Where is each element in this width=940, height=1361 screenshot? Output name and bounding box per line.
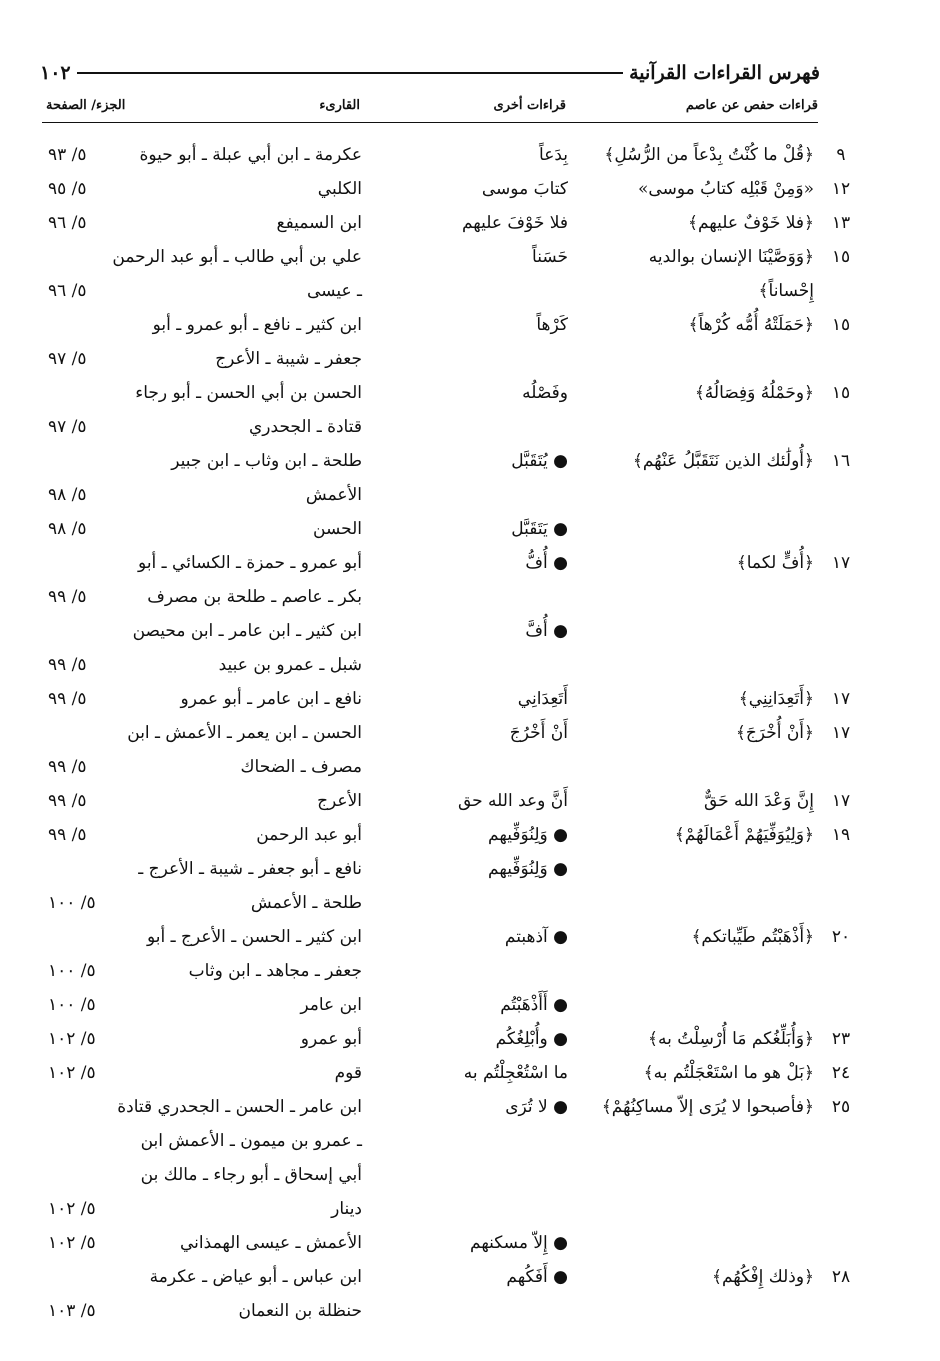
other-reading: ● لا تُرَى — [505, 1097, 568, 1117]
reader-name: أبو عبد الرحمن — [256, 825, 362, 845]
page-ref: ٥/ ٩٦ — [48, 281, 87, 301]
reader-name: دينار — [331, 1199, 362, 1219]
verse-number: ١٩ — [831, 825, 851, 845]
other-reading: ● وأُبْلِغُكُم — [495, 1029, 568, 1049]
reader-name: نافع ـ أبو جعفر ـ شيبة ـ الأعرج ـ — [138, 859, 362, 879]
reader-name: الحسن ـ ابن يعمر ـ الأعمش ـ ابن — [127, 723, 362, 743]
header-rule — [77, 72, 623, 74]
reader-name: أبي إسحاق ـ أبو رجاء ـ مالك بن — [140, 1165, 362, 1185]
table-row — [0, 410, 940, 444]
table-row — [0, 818, 940, 852]
hafs-reading: إِنَّ وَعْدَ الله حَقٌّ — [703, 791, 814, 811]
other-reading: حَسَناً — [532, 247, 568, 267]
other-reading: ما اسْتُعْجِلْتُم به — [463, 1063, 568, 1083]
table-row — [0, 1260, 940, 1294]
hafs-reading: ﴿فأصبحوا لا يُرَى إلاّ مساكِنُهُمْ﴾ — [601, 1097, 814, 1117]
hafs-reading: ﴿أَتَعِدَانِنِي﴾ — [738, 689, 814, 709]
reader-name: الأعرج — [317, 791, 362, 811]
reader-name: الحسن — [313, 519, 362, 539]
reader-name: ابن كثير ـ الحسن ـ الأعرج ـ أبو — [146, 927, 362, 947]
reader-name: مصرف ـ الضحاك — [240, 757, 362, 777]
hafs-reading: ﴿أَنْ أُخْرَجَ﴾ — [735, 723, 814, 743]
page-ref: ٥/ ٩٨ — [48, 485, 87, 505]
page-ref: ٥/ ١٠٢ — [48, 1199, 96, 1219]
column-headers — [42, 96, 818, 123]
reader-name: ابن عامر ـ الحسن ـ الجحدري قتادة — [117, 1097, 362, 1117]
hafs-reading: ﴿حَمَلَتْهُ أُمُّه كُرْهاً﴾ — [688, 315, 814, 335]
verse-number: ١٧ — [831, 723, 851, 743]
table-row — [0, 138, 940, 172]
page-ref: ٥/ ٩٥ — [48, 179, 87, 199]
verse-number: ٢٥ — [831, 1097, 851, 1117]
column-header-page: الجزء/ الصفحة — [46, 98, 126, 113]
reader-name: الحسن بن أبي الحسن ـ أبو رجاء — [135, 383, 362, 403]
table-row — [0, 682, 940, 716]
hafs-reading: إِحْساناً﴾ — [758, 281, 814, 301]
table-row — [0, 1090, 940, 1124]
table-row — [0, 172, 940, 206]
page-number: ١٠٢ — [40, 62, 71, 84]
reader-name: علي بن أبي طالب ـ أبو عبد الرحمن — [112, 247, 362, 267]
table-row — [0, 648, 940, 682]
table-row — [0, 206, 940, 240]
table-row — [0, 852, 940, 886]
table-row — [0, 376, 940, 410]
other-reading: ● إِلاّ مسكنهم — [470, 1233, 568, 1253]
table-row — [0, 478, 940, 512]
table-row — [0, 988, 940, 1022]
table-row — [0, 954, 940, 988]
other-reading: وفَصْلُه — [522, 383, 568, 403]
column-header-reader: القارىء — [319, 98, 360, 113]
table-row — [0, 716, 940, 750]
verse-number: ٢٨ — [831, 1267, 851, 1287]
table-row — [0, 750, 940, 784]
page-ref: ٥/ ٩٦ — [48, 213, 87, 233]
reader-name: قوم — [334, 1063, 362, 1083]
table-row — [0, 444, 940, 478]
table-row — [0, 1022, 940, 1056]
other-reading: أَنْ أَخْرُجَ — [509, 723, 568, 743]
column-header-hafs: قراءات حفص عن عاصم — [685, 98, 818, 113]
hafs-reading: ﴿بَلْ هو ما اسْتَعْجَلْتُم به﴾ — [643, 1063, 814, 1083]
table-row — [0, 308, 940, 342]
reader-name: جعفر ـ شيبة ـ الأعرج — [215, 349, 362, 369]
page-ref: ٥/ ١٠٠ — [48, 893, 96, 913]
reader-name: طلحة ـ ابن وثاب ـ ابن جبير — [171, 451, 362, 471]
other-reading: كَرْهاً — [536, 315, 568, 335]
reader-name: ابن عامر — [300, 995, 362, 1015]
page-ref: ٥/ ٩٩ — [48, 655, 87, 675]
other-reading: كتابَ موسى — [481, 179, 568, 199]
other-reading: ● يُتَقَبَّل — [511, 451, 568, 471]
reader-name: عكرمة ـ ابن أبي عبلة ـ أبو حيوة — [139, 145, 362, 165]
hafs-reading: ﴿أُولَٰئك الذين نَتَقَبَّلُ عَنْهُم﴾ — [632, 451, 814, 471]
hafs-reading: ﴿فلا خَوْفٌ عليهم﴾ — [688, 213, 814, 233]
table-row — [0, 614, 940, 648]
other-reading: أَنَّ وعد الله حق — [457, 791, 568, 811]
reader-name: الأعمش ـ عيسى الهمذاني — [180, 1233, 362, 1253]
verse-number: ١٥ — [831, 383, 851, 403]
table-row — [0, 274, 940, 308]
page-ref: ٥/ ١٠٢ — [48, 1063, 96, 1083]
reader-name: أبو عمرو ـ حمزة ـ الكسائي ـ أبو — [138, 553, 362, 573]
other-reading: بِدَعاً — [539, 145, 568, 165]
reader-name: نافع ـ ابن عامر ـ أبو عمرو — [180, 689, 362, 709]
page-ref: ٥/ ٩٩ — [48, 757, 87, 777]
verse-number: ٢٤ — [831, 1063, 851, 1083]
verse-number: ١٧ — [831, 689, 851, 709]
reader-name: طلحة ـ الأعمش — [250, 893, 362, 913]
table-row — [0, 1124, 940, 1158]
hafs-reading: ﴿وَأُبَلِّغُكم مَا أُرْسِلْتُ به﴾ — [648, 1029, 814, 1049]
page-ref: ٥/ ١٠٠ — [48, 995, 96, 1015]
reader-name: الأعمش — [305, 485, 362, 505]
hafs-reading: ﴿وذلك إِفْكُهُم﴾ — [712, 1267, 814, 1287]
page-header — [40, 58, 820, 88]
table-row — [0, 512, 940, 546]
reader-name: ابن عباس ـ أبو عياض ـ عكرمة — [149, 1267, 362, 1287]
other-reading: ● وَلِنُوَفِّيهم — [488, 859, 568, 879]
page-ref: ٥/ ٩٩ — [48, 825, 87, 845]
table-row — [0, 920, 940, 954]
reader-name: أبو عمرو — [300, 1029, 362, 1049]
page-ref: ٥/ ١٠٣ — [48, 1301, 96, 1321]
page-ref: ٥/ ٩٨ — [48, 519, 87, 539]
table-row — [0, 886, 940, 920]
reader-name: ابن كثير ـ نافع ـ أبو عمرو ـ أبو — [152, 315, 362, 335]
verse-number: ١٣ — [831, 213, 851, 233]
other-reading: ● أُفُّ — [525, 553, 568, 573]
table-row — [0, 1294, 940, 1328]
reader-name: بكر ـ عاصم ـ طلحة بن مصرف — [147, 587, 362, 607]
table-row — [0, 240, 940, 274]
table-row — [0, 1226, 940, 1260]
table-row — [0, 784, 940, 818]
other-reading: ● آذهبتم — [504, 927, 568, 947]
verse-number: ١٧ — [831, 791, 851, 811]
hafs-reading: ﴿قُلْ ما كُنْتُ بِدْعاً من الرُّسُلِ﴾ — [604, 145, 814, 165]
table-row — [0, 1056, 940, 1090]
table-row — [0, 1158, 940, 1192]
verse-number: ٢٣ — [831, 1029, 851, 1049]
reader-name: ـ عمرو بن ميمون ـ الأعمش ابن — [140, 1131, 362, 1151]
page-ref: ٥/ ٩٩ — [48, 791, 87, 811]
table-row — [0, 342, 940, 376]
reader-name: الكلبي — [317, 179, 362, 199]
hafs-reading: ﴿وحَمْلُهُ وَفِصَالُهُ﴾ — [694, 383, 814, 403]
table-row — [0, 580, 940, 614]
hafs-reading: ﴿أُفٍّ لكما﴾ — [736, 553, 814, 573]
reader-name: حنظلة بن النعمان — [238, 1301, 362, 1321]
reader-name: شبل ـ عمرو بن عبيد — [218, 655, 362, 675]
table-row — [0, 1192, 940, 1226]
reader-name: ابن السميفع — [276, 213, 362, 233]
verse-number: ١٥ — [831, 315, 851, 335]
hafs-reading: ﴿وَوَصَّيْنَا الإنسان بوالديه — [648, 247, 814, 267]
hafs-reading: «وَمِنْ قَبْلِه كتابُ موسى» — [638, 179, 814, 199]
verse-number: ١٢ — [831, 179, 851, 199]
running-title: فهرس القراءات القرآنية — [629, 62, 820, 84]
page-ref: ٥/ ٩٧ — [48, 417, 87, 437]
page-ref: ٥/ ٩٩ — [48, 587, 87, 607]
page-ref: ٥/ ٩٧ — [48, 349, 87, 369]
page-ref: ٥/ ٩٩ — [48, 689, 87, 709]
hafs-reading: ﴿أَذْهَبْتُم طَيِّباتكم﴾ — [691, 927, 814, 947]
reader-name: ـ عيسى — [307, 281, 362, 301]
reader-name: ابن كثير ـ ابن عامر ـ ابن محيصن — [132, 621, 362, 641]
hafs-reading: ﴿وَلِيُوَفِّيَهُمْ أَعْمَالَهُمْ﴾ — [674, 825, 814, 845]
other-reading: ● يَتَقَبَّل — [511, 519, 568, 539]
other-reading: ● أَأَذْهَبْتُم — [500, 995, 568, 1015]
reader-name: جعفر ـ مجاهد ـ ابن وثاب — [188, 961, 362, 981]
verse-number: ١٦ — [831, 451, 851, 471]
page-ref: ٥/ ٩٣ — [48, 145, 87, 165]
other-reading: ● وَلِنُوَفِّيهم — [488, 825, 568, 845]
reader-name: قتادة ـ الجحدري — [249, 417, 362, 437]
page-ref: ٥/ ١٠٢ — [48, 1233, 96, 1253]
verse-number: ١٥ — [831, 247, 851, 267]
verse-number: ٩ — [836, 145, 846, 165]
other-reading: ● أُفَّ — [525, 621, 568, 641]
other-reading: أَتَعِدَانِي — [517, 689, 568, 709]
page-ref: ٥/ ١٠٢ — [48, 1029, 96, 1049]
verse-number: ٢٠ — [831, 927, 851, 947]
page-ref: ٥/ ١٠٠ — [48, 961, 96, 981]
verse-number: ١٧ — [831, 553, 851, 573]
column-header-other: قراءات أخرى — [493, 98, 566, 113]
table-row — [0, 546, 940, 580]
other-reading: فلا خَوْفَ عليهم — [461, 213, 568, 233]
other-reading: ● أَفَكُهم — [506, 1267, 568, 1287]
